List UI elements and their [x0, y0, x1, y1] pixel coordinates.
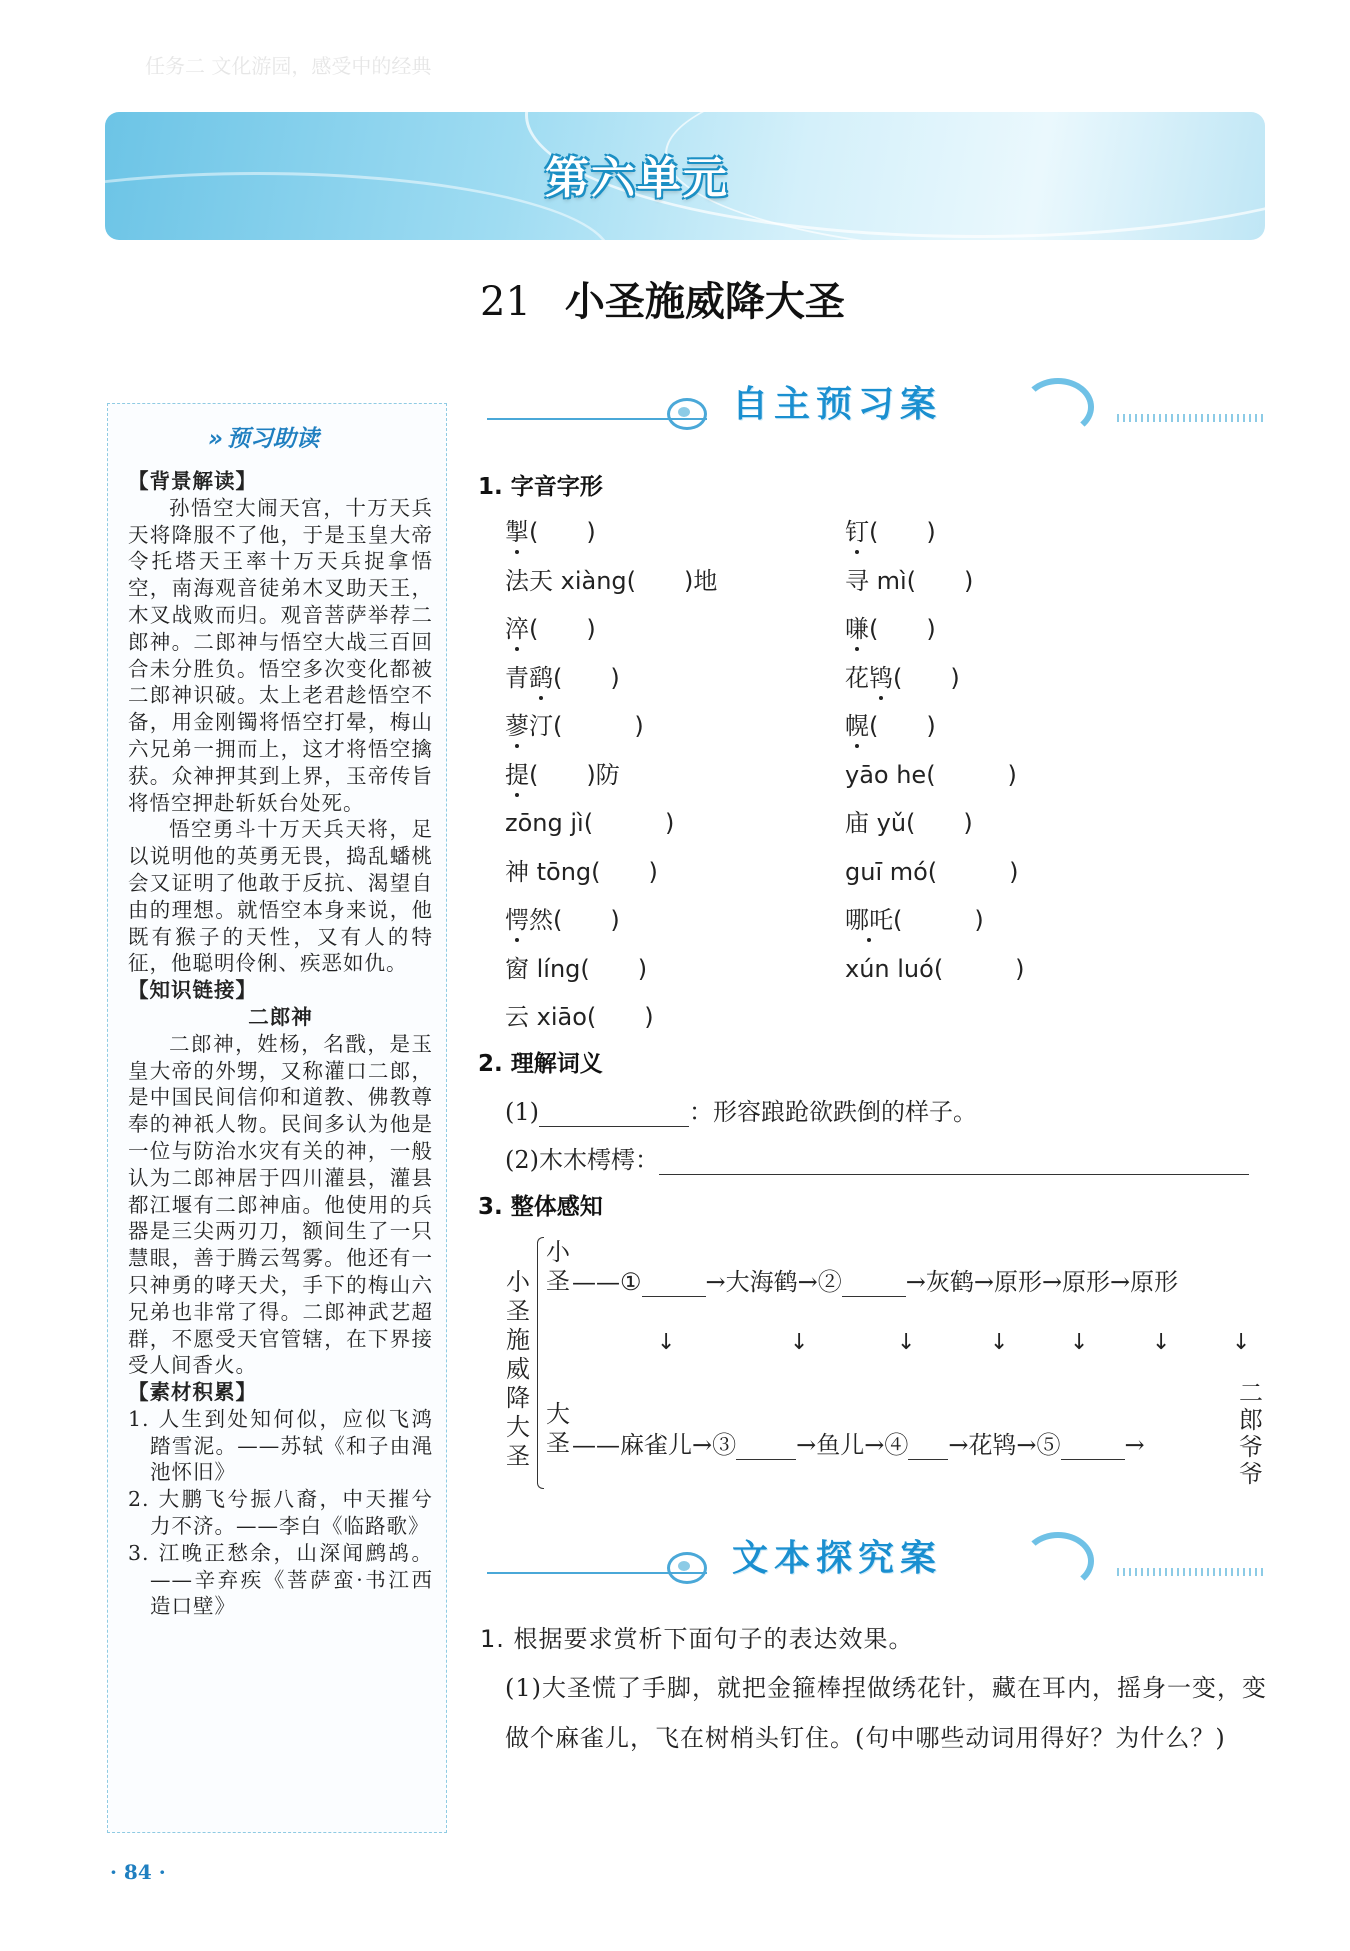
unit-banner	[105, 112, 1265, 240]
section-header-explore	[487, 1530, 1267, 1590]
pinyin-item: 哪吒( )	[845, 900, 984, 935]
preview-guide-sidebar	[107, 403, 447, 1833]
q1-title: 1. 字音字形	[478, 474, 603, 500]
answer-blank[interactable]	[736, 1435, 796, 1460]
answer-blank[interactable]	[842, 1272, 906, 1297]
background-heading: 【背景解读】	[128, 469, 257, 493]
sidebar-body	[128, 468, 433, 1620]
down-arrow: ↓	[990, 1330, 1009, 1355]
material-heading: 【素材积累】	[128, 1380, 257, 1405]
knowledge-paragraph: 二郎神，姓杨，名戬，是玉皇大帝的外甥，又称灌口二郎，是中国民间信仰和道教、佛教尊奉的神祇人物。民间多认为他是一位与防治水灾有关的神，一般认为二郎神居于四川灌县，灌县都江堰有二郎神庙。他使用的兵器是三尖两刃刀，额间生了一只慧眼，善于腾云驾雾。他还有一只神勇的哮天犬，手下的梅山六兄弟也非常了得。二郎神武艺超群，不愿受天官管辖，在下界接受人间香火。	[128, 1031, 433, 1378]
page-number: · 84 ·	[110, 1860, 166, 1884]
pinyin-item: 嗛( )	[845, 609, 936, 644]
down-arrow: ↓	[1232, 1330, 1251, 1355]
lesson-title	[480, 270, 845, 327]
answer-blank[interactable]	[642, 1272, 706, 1297]
pinyin-item: 窗 líng( )	[505, 954, 648, 983]
background-paragraph: 悟空勇斗十万天兵天将，足以说明他的英勇无畏，捣乱蟠桃会又证明了他敢于反抗、渴望自由的理想。就悟空本身来说，他既有猴子的天性，又有人的特征，他聪明伶俐、疾恶如仇。	[128, 817, 433, 976]
diagram-top-row: ——① →大海鹤→② →灰鹤→原形→原形→原形	[572, 1268, 1179, 1296]
pinyin-item: 法天 xiàng( )地	[505, 566, 718, 595]
explore-q1: 1. 根据要求赏析下面句子的表达效果。	[480, 1625, 914, 1653]
lesson-number: 21	[480, 279, 531, 325]
dotted-tail	[1117, 1568, 1267, 1576]
material-item: 3. 江晚正愁余，山深闻鹧鸪。——辛弃疾《菩萨蛮·书江西造口壁》	[128, 1540, 433, 1619]
q3-title: 3. 整体感知	[478, 1194, 603, 1220]
down-arrow: ↓	[657, 1330, 676, 1355]
pinyin-item: yāo he( )	[845, 760, 1017, 789]
q2-title: 2. 理解词义	[478, 1051, 603, 1077]
pinyin-item: zōng jì( )	[505, 809, 675, 837]
wave-icon	[1022, 1532, 1094, 1590]
q2-item2: (2)木木樗樗：	[505, 1140, 1249, 1175]
top-group-label: 小圣	[546, 1238, 570, 1295]
sidebar-title: » 预习助读	[208, 426, 319, 452]
end-label: 二郎爷爷	[1239, 1379, 1263, 1488]
eye-icon	[667, 398, 707, 430]
pinyin-item: xún luó( )	[845, 954, 1025, 983]
bottom-group-label: 大圣	[546, 1400, 570, 1457]
section-title: 自主预习案	[732, 384, 943, 425]
pinyin-item: 提( )防	[505, 755, 620, 790]
pinyin-item: 淬( )	[505, 609, 596, 644]
unit-title: 第六单元	[545, 153, 729, 204]
material-item: 2. 大鹏飞兮振八裔，中天摧兮力不济。——李白《临路歌》	[128, 1487, 433, 1539]
pinyin-item: 愕然( )	[505, 900, 620, 935]
pinyin-item: guī mó( )	[845, 857, 1019, 886]
outer-brace	[537, 1237, 544, 1489]
material-item: 1. 人生到处知何似，应似飞鸿踏雪泥。——苏轼《和子由渑池怀旧》	[128, 1406, 433, 1485]
pinyin-item: 神 tōng( )	[505, 857, 658, 886]
lesson-name: 小圣施威降大圣	[564, 278, 845, 325]
explore-sub1-line2: 做个麻雀儿，飞在树梢头钉住。(句中哪些动词用得好？为什么？)	[505, 1724, 1226, 1752]
eye-icon	[667, 1552, 707, 1584]
down-arrow: ↓	[897, 1330, 916, 1355]
pinyin-item: 寻 mì( )	[845, 566, 974, 595]
diagram-vertical-label: 小圣施威降大圣	[506, 1268, 530, 1470]
down-arrow: ↓	[1070, 1330, 1089, 1355]
answer-blank[interactable]	[539, 1102, 689, 1127]
down-arrow: ↓	[790, 1330, 809, 1355]
pinyin-item: 花鸨( )	[845, 658, 960, 693]
answer-blank[interactable]	[1061, 1435, 1125, 1460]
background-paragraph: 孙悟空大闹天宫，十万天兵天将降服不了他，于是玉皇大帝令托塔天王率十万天兵捉拿悟空，南海观音徒弟木叉助天王，木叉战败而归。观音菩萨举荐二郎神。二郎神与悟空大战三百回合未分胜负。悟空多次变化都被二郎神识破。太上老君趁悟空不备，用金刚镯将悟空打晕，梅山六兄弟一拥而上，这才将悟空擒获。众神押其到上界，玉帝传旨将悟空押赴斩妖台处死。	[128, 495, 433, 815]
double-chevron-icon: »	[208, 426, 223, 452]
knowledge-subtitle: 二郎神	[248, 1004, 313, 1029]
answer-blank[interactable]	[659, 1150, 1249, 1175]
ghost-header: 任务二 文化游园，感受中的经典	[145, 54, 432, 78]
pinyin-item: 青鹞( )	[505, 658, 620, 693]
diagram-bottom-row: ——麻雀儿→③ →鱼儿→④ →花鸨→⑤ →	[572, 1431, 1145, 1459]
down-arrow: ↓	[1152, 1330, 1171, 1355]
answer-blank[interactable]	[908, 1435, 948, 1460]
wave-icon	[1022, 378, 1094, 436]
section-header-preview	[487, 376, 1267, 436]
pinyin-item: 庙 yǔ( )	[845, 809, 973, 837]
knowledge-heading: 【知识链接】	[128, 978, 257, 1003]
pinyin-item: 蓼汀( )	[505, 706, 644, 741]
pinyin-item: 钉( )	[845, 512, 936, 547]
dotted-tail	[1117, 414, 1267, 422]
section-title: 文本探究案	[732, 1538, 943, 1579]
q2-item1: (1) ：形容踉跄欲跌倒的样子。	[505, 1098, 977, 1126]
explore-sub1-line1: (1)大圣慌了手脚，就把金箍棒捏做绣花针，藏在耳内，摇身一变，变	[505, 1674, 1267, 1702]
pinyin-item: 掣( )	[505, 512, 596, 547]
pinyin-item: 幌( )	[845, 706, 936, 741]
pinyin-item: 云 xiāo( )	[505, 1003, 654, 1031]
